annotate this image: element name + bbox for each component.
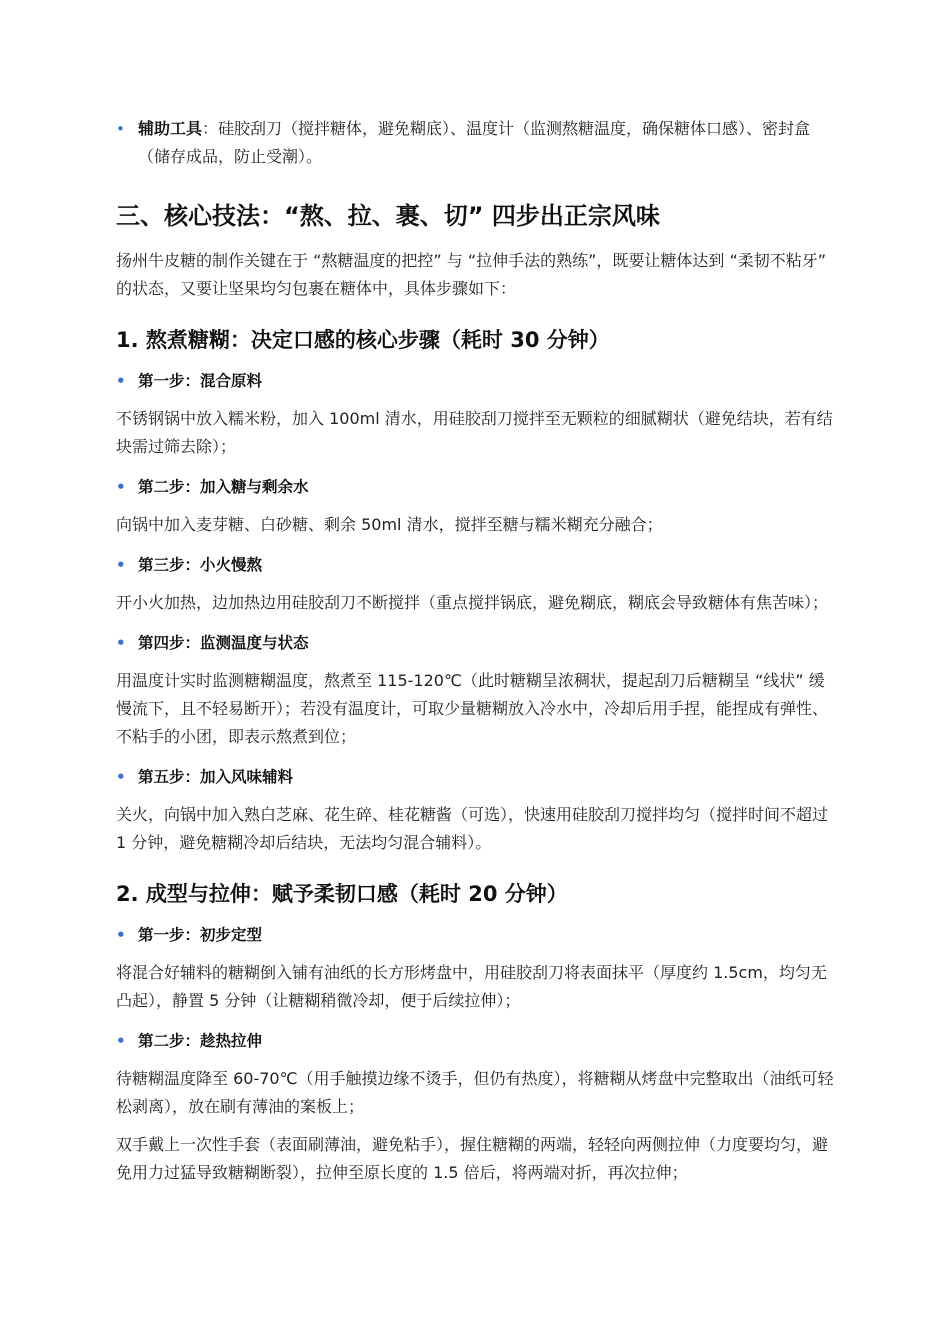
step-label: 第五步：加入风味辅料 [138,768,294,786]
section-3-heading: 三、核心技法：“熬、拉、裹、切” 四步出正宗风味 [116,202,660,230]
bullet-dot-icon: • [116,926,126,944]
step-description: 不锈钢锅中放入糯米粉，加入 100ml 清水，用硅胶刮刀搅拌至无颗粒的细腻糊状（避免结块，若有结块需过筛去除）； [116,409,833,456]
step-heading [116,551,838,579]
bullet-dot-icon: • [116,120,125,138]
step-description: 将混合好辅料的糖糊倒入铺有油纸的长方形烤盘中，用硅胶刮刀将表面抹平（厚度约 1.5cm，均匀无凸起），静置 5 分钟（让糖糊稍微冷却，便于后续拉伸）； [116,963,827,1010]
step-heading [116,763,838,791]
step-heading [116,629,838,657]
step-label: 第四步：监测温度与状态 [138,634,309,652]
step-label: 第一步：初步定型 [138,926,263,944]
step-heading [116,367,838,395]
step-label: 第二步：加入糖与剩余水 [138,478,309,496]
tools-label: 辅助工具 [138,119,203,138]
bullet-dot-icon: • [116,1032,126,1050]
step-heading [116,921,838,949]
step-description: 关火，向锅中加入熟白芝麻、花生碎、桂花糖酱（可选），快速用硅胶刮刀搅拌均匀（搅拌时间不超过 1 分钟，避免糖糊冷却后结块，无法均匀混合辅料）。 [116,805,829,852]
bullet-dot-icon: • [116,768,126,786]
part-1-heading: 1. 熬煮糖糊：决定口感的核心步骤（耗时 30 分钟） [116,328,610,352]
step-label: 第二步：趁热拉伸 [138,1032,263,1050]
step-description: 向锅中加入麦芽糖、白砂糖、剩余 50ml 清水，搅拌至糖与糯米糊充分融合； [116,515,663,534]
step-description: 开小火加热，边加热边用硅胶刮刀不断搅拌（重点搅拌锅底，避免糊底，糊底会导致糖体有焦苦味）； [116,593,829,612]
tools-text: ：硅胶刮刀（搅拌糖体，避免糊底）、温度计（监测熬糖温度，确保糖体口感）、密封盒（储存成品，防止受潮）。 [138,119,811,166]
document-page [116,115,838,1197]
section-3-intro: 扬州牛皮糖的制作关键在于 “熬糖温度的把控” 与 “拉伸手法的熟练”，既要让糖体达到 “柔韧不粘牙” 的状态，又要让坚果均匀包裹在糖体中，具体步骤如下： [116,251,827,298]
bullet-dot-icon: • [116,372,126,390]
step-description: 用温度计实时监测糖糊温度，熬煮至 115-120℃（此时糖糊呈浓稠状，提起刮刀后糖糊呈 “线状” 缓慢流下，且不轻易断开）；若没有温度计，可取少量糖糊放入冷水中，冷却后用手捏，能捏成有弹性、不粘手的小团，即表示熬煮到位； [116,671,829,746]
part-2-heading: 2. 成型与拉伸：赋予柔韧口感（耗时 20 分钟） [116,882,568,906]
tools-bullet [116,115,838,171]
step-description: 双手戴上一次性手套（表面刷薄油，避免粘手），握住糖糊的两端，轻轻向两侧拉伸（力度要均匀，避免用力过猛导致糖糊断裂），拉伸至原长度的 1.5 倍后，将两端对折，再次拉伸； [116,1135,829,1182]
step-heading [116,473,838,501]
bullet-dot-icon: • [116,556,126,574]
step-label: 第三步：小火慢熬 [138,556,263,574]
step-description: 待糖糊温度降至 60-70℃（用手触摸边缘不烫手，但仍有热度），将糖糊从烤盘中完整取出（油纸可轻松剥离），放在刷有薄油的案板上； [116,1069,834,1116]
bullet-dot-icon: • [116,478,126,496]
step-heading [116,1027,838,1055]
step-label: 第一步：混合原料 [138,372,263,390]
bullet-dot-icon: • [116,634,126,652]
